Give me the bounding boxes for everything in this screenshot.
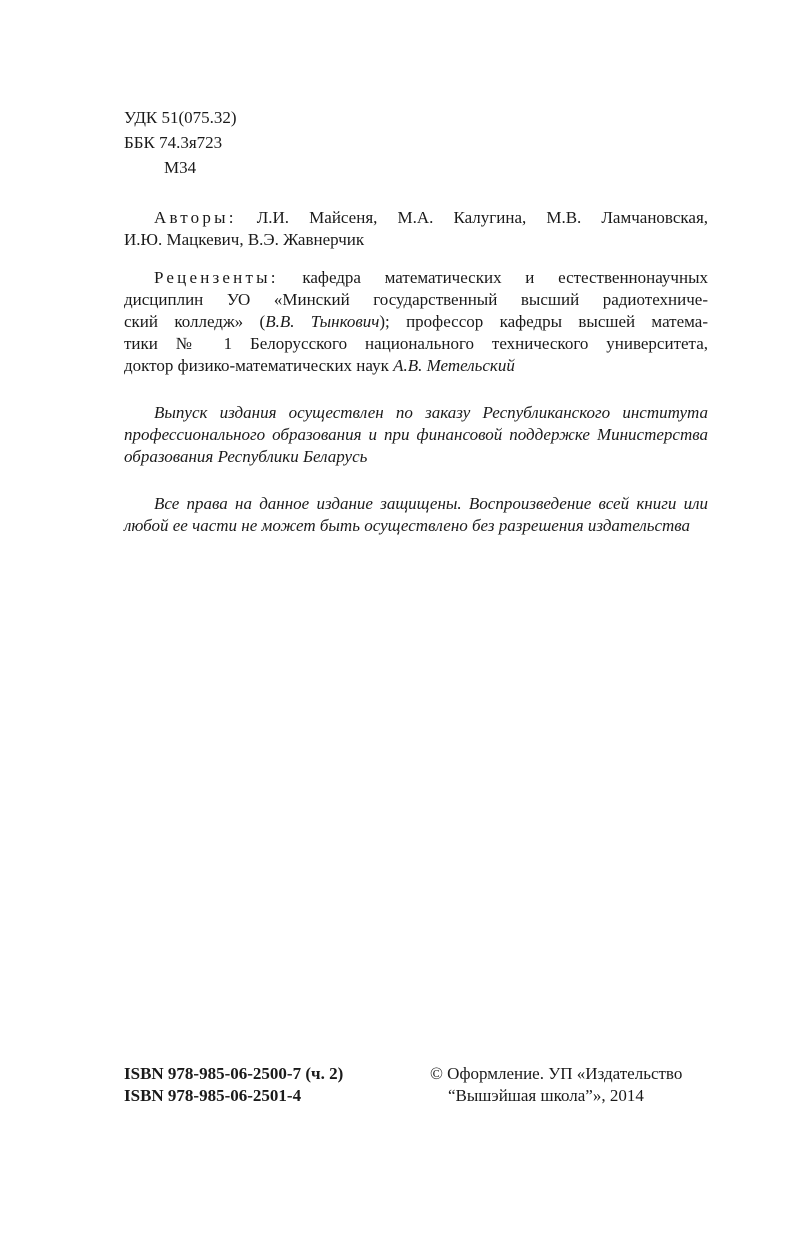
- reviewers-label: Рецензенты:: [154, 268, 279, 287]
- funding-line-2: профессионального образования и при финансовой поддержке Министерства: [124, 425, 708, 444]
- reviewers-text-1: кафедра математических и естественнонаучных: [302, 268, 709, 287]
- reviewers-line-3-prefix: ский колледж» (: [124, 312, 266, 331]
- rights-line-1: Все права на данное издание защищены. Воспроизведение всей книги или: [154, 494, 708, 513]
- funding-line-3: образования Республики Беларусь: [124, 447, 368, 466]
- copyright-line-2: “Вышэйшая школа”», 2014: [448, 1086, 644, 1105]
- author-mark: М34: [164, 158, 197, 177]
- reviewers-line-5-prefix: доктор физико-математических наук: [124, 356, 394, 375]
- isbn-set: ISBN 978-985-06-2501-4: [124, 1086, 302, 1105]
- isbn-part-2: ISBN 978-985-06-2500-7 (ч. 2): [124, 1064, 344, 1083]
- funding-line-1: Выпуск издания осуществлен по заказу Республиканского института: [154, 403, 708, 422]
- bbk-code: ББК 74.3я723: [124, 133, 223, 152]
- reviewer-name-1: В.В. Тынкович: [265, 312, 380, 331]
- reviewer-name-2: А.В. Метельский: [393, 356, 515, 375]
- authors-line-1: [124, 207, 708, 229]
- reviewers-line-3-suffix: ); профессор кафедры высшей матема-: [379, 312, 708, 331]
- reviewers-line-2: дисциплин УО «Минский государственный высший радиотехниче-: [124, 290, 708, 309]
- copyright-line-1: © Оформление. УП «Издательство: [430, 1064, 683, 1083]
- reviewers-line-4: тики № 1 Белорусского национального технического университета,: [124, 334, 708, 353]
- udk-code: УДК 51(075.32): [124, 108, 237, 127]
- authors-line-2: И.Ю. Мацкевич, В.Э. Жавнерчик: [124, 230, 365, 249]
- rights-line-2: любой ее части не может быть осуществлено без разрешения издательства: [124, 516, 691, 535]
- reviewers-line-1: [124, 267, 708, 289]
- reviewers-line-3: [124, 311, 708, 333]
- authors-names-1: Л.И. Майсеня, М.А. Калугина, М.В. Ламчановская,: [256, 208, 709, 227]
- authors-label: Авторы:: [154, 208, 237, 227]
- reviewers-line-5: [124, 355, 515, 377]
